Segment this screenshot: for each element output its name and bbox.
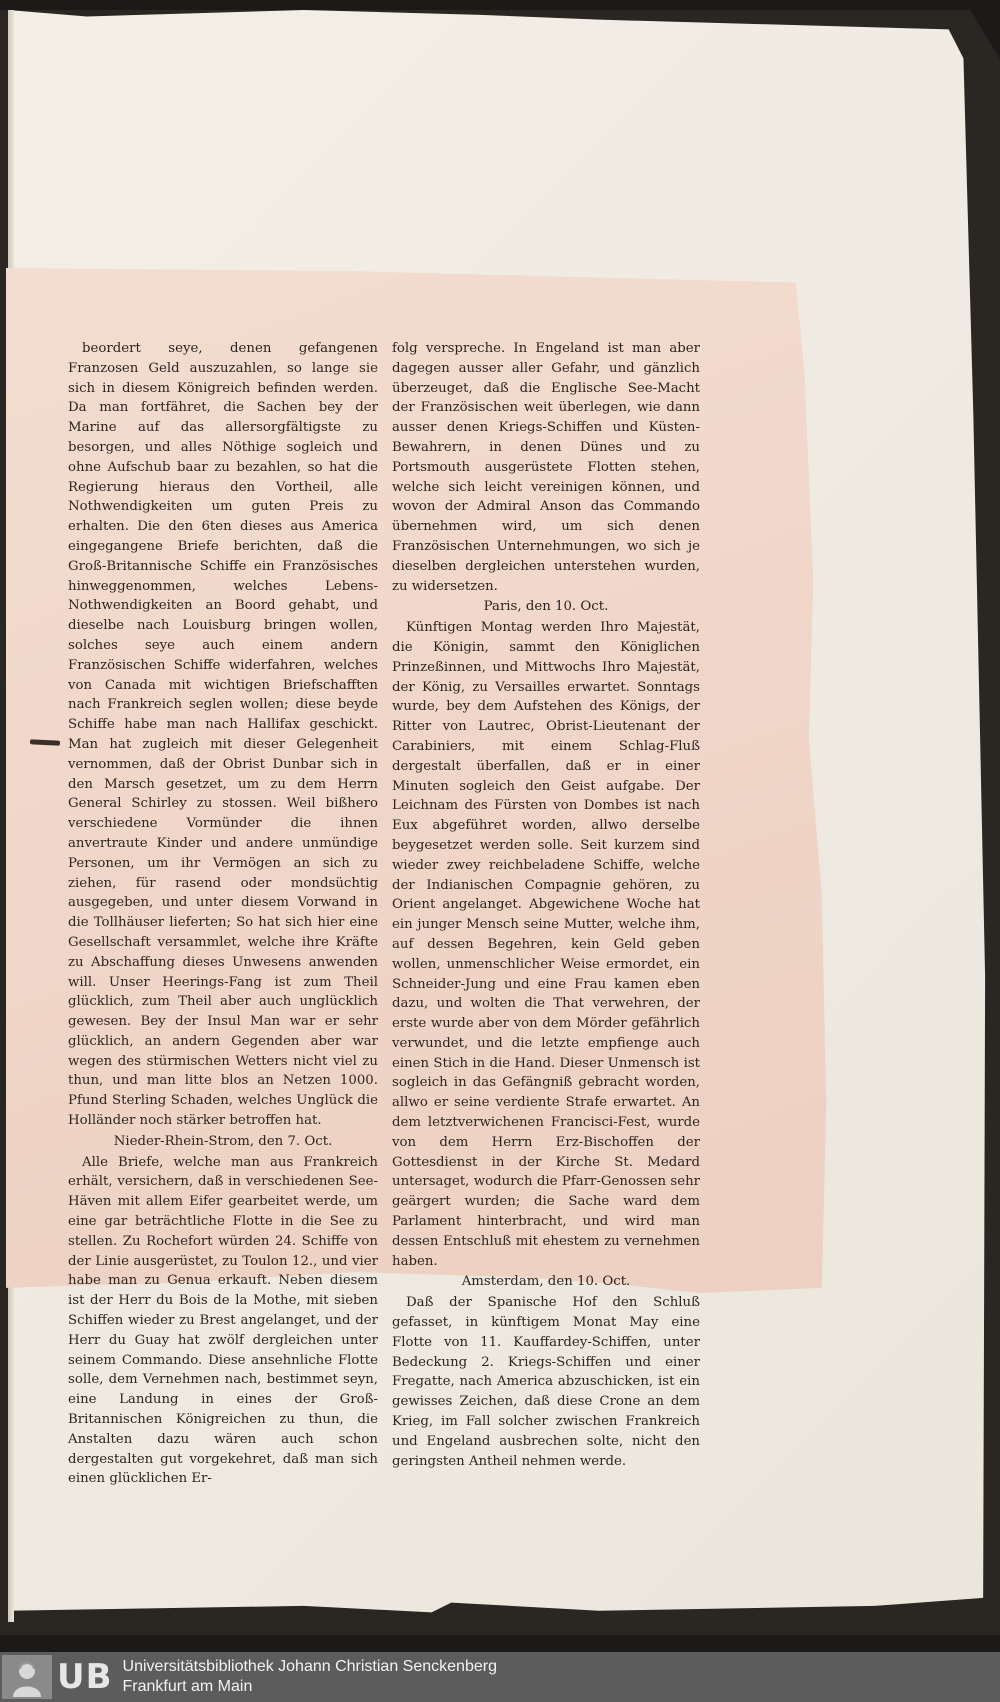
- library-logo[interactable]: [2, 1655, 113, 1699]
- logo-text: UB: [57, 1657, 113, 1697]
- portrait-icon: [2, 1655, 52, 1699]
- dateline: Paris, den 10. Oct.: [483, 599, 609, 615]
- paragraph: Daß der Spanische Hof den Schluß gefasset, in künftigem Monat May eine Flotte von 11. Kauffardey-Schiffen, unter Bedeckung 2. Kriegs-Schiffen und einer Fregatte, nach America abzuschicken, ist ein gewisses Zeichen, daß diese Crone an dem Krieg, im Fall solcher zwischen Frankreich und Engeland ausbrechen solte, nicht den geringsten Antheil nehmen werde.: [392, 1295, 700, 1469]
- footer-caption: [123, 1657, 497, 1697]
- institution-city: Frankfurt am Main: [122, 1678, 253, 1695]
- paragraph: Alle Briefe, welche man aus Frankreich erhält, versichern, daß in verschiedenen See-Häven mit allem Eifer gearbeitet werde, um eine gar beträchtliche Flotte in die See zu stellen. Zu Rochefort würden 24. Schiffe von der Linie ausgerüstet, zu Toulon 12., und vier habe man zu Genua erkauft. Neben diesem ist der Herr du Bois de la Mothe, mit sieben Schiffen wieder zu Brest angelanget, und der Herr du Guay hat zwölf dergleichen unter seinem Commando. Diese ansehnliche Flotte solle, dem Vernehmen nach, bestimmet seyn, eine Landung in eines der Groß-Britannischen Königreichen zu thun, die Anstalten dazu wären auch schon dergestalten gut vorgekehret, daß man sich einen glücklichen Er-: [68, 1154, 378, 1487]
- dateline: Amsterdam, den 10. Oct.: [461, 1274, 631, 1290]
- institution-name: Universitätsbibliothek Johann Christian Senckenberg: [122, 1658, 497, 1675]
- dateline: Nieder-Rhein-Strom, den 7. Oct.: [113, 1133, 333, 1149]
- paragraph: Künftigen Montag werden Ihro Majestät, die Königin, sammt den Königlichen Prinzeßinnen, und Mittwochs Ihro Majestät, der König, zu Versailles erwartet. Sonntags wurde, bey dem Aufstehen des Königs, der Ritter von Lautrec, Obrist-Lieutenant der Carabiniers, mit einem Schlag-Fluß dergestalt überfallen, daß er in einer Minuten sogleich den Geist aufgabe. Der Leichnam des Fürsten von Dombes ist nach Eux abgeführet worden, allwo derselbe beygesetzet werden solle. Seit kurzem sind wieder zwey reichbeladene Schiffe, welche der Indianischen Compagnie gehören, zu Orient angelanget. Abgewichene Woche hat ein junger Mensch seine Mutter, welche ihm, auf dessen Begehren, kein Geld geben wollen, unmenschlicher Weise ermordet, ein Schneider-Jung und eine Frau kamen eben dazu, und wolten die That verwehren, der erste wurde aber von dem Mörder gefährlich verwundet, und die letzte empfienge auch einen Stich in die Hand. Dieser Unmensch ist sogleich in das Gefängniß gebracht worden, allwo er seine verdiente Strafe erwartet. An dem letztverwichenen Franciscі-Fest, wurde von dem Herrn Erz-Bischoffen der Gottesdienst in der Kirche St. Medard untersaget, wodurch die Pfarr-Genossen sehr geärgert wurden; die Sache ward dem Parlament hinterbracht, und wird man dessen Entschluß mit ehestem zu vernehmen haben.: [392, 620, 700, 1269]
- right-column: [392, 339, 700, 1471]
- paragraph: beordert seye, denen gefangenen Franzosen Geld auszuzahlen, so lange sie sich in diesem Königreich befinden werden. Da man fortfähret, die Sachen bey der Marine auf das allersorgfältigste zu besorgen, und alles Nöthige sogleich und ohne Aufschub baar zu bezahlen, so hat die Regierung hieraus den Vortheil, alle Nothwendigkeiten um guten Preis zu erhalten. Die den 6ten dieses aus America eingegangene Briefe berichten, daß die Groß-Britannische Schiffe ein Französisches hinweggenommen, welches Lebens-Nothwendigkeiten an Boord gehabt, und dieselbe nach Louisburg bringen wollen, solches seye auch einem andern Französischen Schiffe widerfahren, welches von Canada mit wichtigen Briefschafften nach Frankreich seglen wollen; diese beyde Schiffe habe man nach Hallifax geschickt. Man hat zugleich mit dieser Gelegenheit vernommen, daß der Obrist Dunbar sich in den Marsch gesetzet, um zu dem Herrn General Schirley zu stossen. Weil bißhero verschiedene Vormünder die ihnen anvertraute Kinder und andere unmündige Personen, um ihr Vermögen an sich zu ziehen, für rasend oder mondsüchtig ausgegeben, und unter diesem Vorwand in die Tollhäuser lieferten; So hat sich hier eine Gesellschaft versammlet, welche ihre Kräfte zu Abschaffung dieses Unwesens anwenden will. Unser Heerings-Fang ist zum Theil glücklich, zum Theil aber auch unglücklich gewesen. Bey der Insul Man war er sehr glücklich, an andern Gegenden aber war wegen des stürmischen Wetters nicht viel zu thun, und man litte blos an Netzen 1000. Pfund Sterling Schaden, welches Unglück die Holländer noch stärker betroffen hat.: [68, 341, 378, 1129]
- library-footer: [0, 1652, 1000, 1702]
- paragraph: folg verspreche. In Engeland ist man aber dagegen ausser aller Gefahr, und gänzlich überzeuget, daß die Englische See-Macht der Französischen weit überlegen, wie dann ausser denen Kriegs-Schiffen und Küsten-Bewahrern, in denen Dünes und zu Portsmouth ausgerüstete Flotten stehen, welche sich leicht vereinigen können, und wovon der Admiral Anson das Commando übernehmen wird, um sich denen Französischen Unternehmungen, wo sich je dieselben dergleichen unterstehen wurden, zu widersetzen.: [392, 341, 700, 594]
- left-column: [68, 339, 378, 1489]
